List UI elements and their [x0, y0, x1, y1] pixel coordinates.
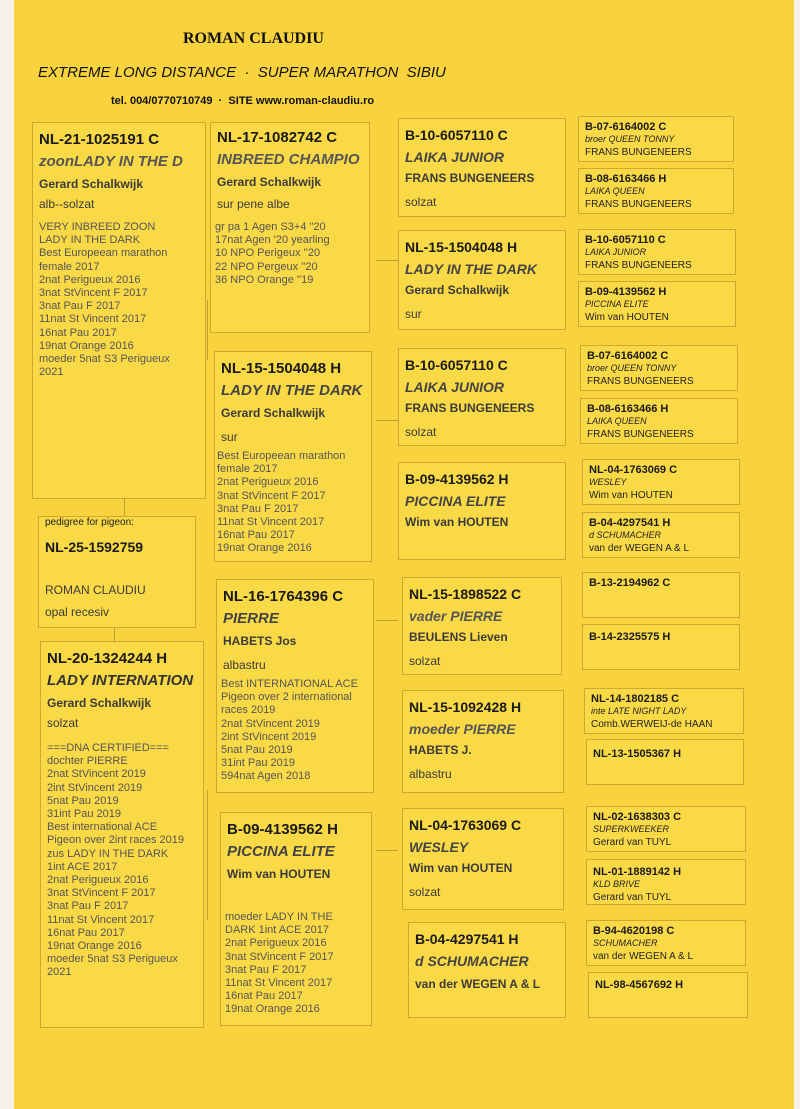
grandparent-notes — [225, 911, 334, 1017]
gen4-name: WESLEY — [589, 477, 627, 487]
sire-card — [32, 122, 206, 499]
grandparent-owner: Wim van HOUTEN — [227, 867, 331, 881]
gg-owner: HABETS J. — [409, 743, 472, 757]
note-line: 31int Pau 2019 — [47, 808, 122, 821]
gen4-card — [578, 281, 736, 327]
note-line: 31int Pau 2019 — [221, 757, 296, 770]
note-line: 2nat Perigueux 2016 — [39, 273, 141, 286]
note-line: 3nat Pau F 2017 — [217, 502, 299, 515]
great-grandparent-card — [398, 230, 566, 330]
pigeon-card — [38, 516, 196, 628]
grandparent-ring: NL-16-1764396 C — [223, 588, 344, 605]
great-grandparent-card — [408, 922, 566, 1018]
sire-color: alb--solzat — [39, 197, 95, 211]
great-grandparent-card — [398, 118, 566, 217]
gen4-card — [588, 972, 748, 1018]
gg-ring: NL-15-1898522 C — [409, 586, 522, 602]
connector-line — [376, 260, 398, 261]
gg-color: sur — [405, 307, 422, 321]
gen4-card — [578, 229, 736, 275]
grandparent-color: albastru — [223, 658, 266, 672]
gen4-owner: van der WEGEN A & L — [593, 951, 694, 962]
gen4-name: SUPERKWEEKER — [593, 824, 670, 834]
note-line: 11nat St Vincent 2017 — [47, 913, 155, 926]
note-line: 11nat St Vincent 2017 — [217, 516, 325, 529]
note-line: female 2017 — [217, 463, 278, 476]
connector-line — [124, 498, 125, 516]
grandparent-name: PICCINA ELITE — [227, 843, 335, 860]
gg-ring: B-09-4139562 H — [405, 471, 509, 487]
note-line: 2int StVincent 2019 — [221, 730, 317, 743]
gen4-ring: B-08-6163466 H — [587, 403, 669, 415]
gen4-ring: B-09-4139562 H — [585, 286, 667, 298]
gen4-name: d SCHUMACHER — [589, 530, 662, 540]
gen4-owner: FRANS BUNGENEERS — [585, 147, 692, 158]
contact-line: tel. 004/0770710749 · SITE www.roman-claudiu.ro — [111, 95, 375, 107]
note-line: 16nat Pau 2017 — [47, 926, 125, 939]
gg-name: vader PIERRE — [409, 608, 503, 624]
dam-notes — [47, 742, 184, 980]
note-line: 2021 — [47, 966, 72, 979]
gg-owner: FRANS BUNGENEERS — [405, 171, 535, 185]
great-grandparent-card — [398, 462, 566, 560]
note-line: 5nat Pau 2019 — [221, 744, 293, 757]
gg-owner: FRANS BUNGENEERS — [405, 401, 535, 415]
page-subtitle: EXTREME LONG DISTANCE · SUPER MARATHON SIBIU — [38, 64, 446, 81]
connector-line — [207, 300, 208, 360]
dam-owner: Gerard Schalkwijk — [47, 696, 152, 710]
gg-ring: B-10-6057110 C — [405, 127, 508, 143]
note-line: zus LADY IN THE DARK — [47, 847, 169, 860]
note-line: 19nat Orange 2016 — [225, 1003, 320, 1016]
pigeon-ring: NL-25-1592759 — [45, 539, 144, 555]
gen4-owner: FRANS BUNGENEERS — [587, 429, 694, 440]
grandparent-card — [210, 122, 370, 333]
gen4-ring: B-94-4620198 C — [593, 925, 675, 937]
gen4-card — [582, 624, 740, 670]
gg-color: solzat — [405, 425, 437, 439]
gen4-card — [582, 512, 740, 558]
connector-line — [376, 850, 398, 851]
gen4-card — [586, 920, 746, 966]
note-line: 3nat StVincent F 2017 — [39, 287, 148, 300]
note-line: 19nat Orange 2016 — [217, 542, 312, 555]
gen4-card — [586, 859, 746, 905]
note-line: 19nat Orange 2016 — [39, 339, 134, 352]
gen4-owner: Gerard van TUYL — [593, 892, 672, 903]
sire-name: zoonLADY IN THE D — [39, 153, 183, 170]
grandparent-notes — [217, 450, 345, 556]
note-line: Pigeon over 2 international — [221, 691, 352, 704]
dam-ring: NL-20-1324244 H — [47, 650, 168, 667]
note-line: 3nat Pau F 2017 — [225, 963, 307, 976]
gg-name: LAIKA JUNIOR — [405, 149, 505, 165]
note-line: 5nat Pau 2019 — [47, 794, 119, 807]
note-line: 594nat Agen 2018 — [221, 770, 311, 783]
grandparent-color: sur pene albe — [217, 197, 290, 211]
gen4-name: SCHUMACHER — [593, 938, 658, 948]
grandparent-notes — [215, 221, 330, 287]
note-line: 2nat StVincent 2019 — [221, 717, 320, 730]
gg-ring: NL-15-1092428 H — [409, 699, 522, 715]
gen4-name: LAIKA JUNIOR — [585, 247, 647, 257]
note-line: Pigeon over 2int races 2019 — [47, 834, 184, 847]
note-line: Best Europeean marathon — [39, 247, 168, 260]
gen4-ring: NL-13-1505367 H — [593, 748, 682, 760]
pedigree-sheet — [14, 0, 794, 1109]
note-line: moeder 5nat S3 Perigueux — [39, 353, 170, 366]
great-grandparent-card — [402, 808, 564, 910]
gen4-card — [580, 398, 738, 444]
gg-owner: Wim van HOUTEN — [409, 861, 513, 875]
connector-line — [376, 620, 398, 621]
gen4-ring: B-14-2325575 H — [589, 631, 671, 643]
connector-line — [376, 420, 398, 421]
grandparent-owner: Gerard Schalkwijk — [221, 406, 326, 420]
note-line: 17nat Agen '20 yearling — [215, 234, 330, 247]
gg-color: albastru — [409, 767, 452, 781]
gen4-card — [578, 116, 734, 162]
sire-ring: NL-21-1025191 C — [39, 131, 160, 148]
gg-name: moeder PIERRE — [409, 721, 516, 737]
gg-ring: NL-04-1763069 C — [409, 817, 522, 833]
gg-ring: NL-15-1504048 H — [405, 239, 518, 255]
gen4-card — [582, 459, 740, 505]
sire-notes — [39, 221, 170, 379]
note-line: 16nat Pau 2017 — [39, 326, 117, 339]
note-line: 3nat StVincent F 2017 — [225, 950, 334, 963]
note-line: Best INTERNATIONAL ACE — [221, 678, 358, 690]
gen4-name: PICCINA ELITE — [585, 299, 649, 309]
note-line: moeder 5nat S3 Perigueux — [47, 953, 178, 966]
gen4-ring: NL-02-1638303 C — [593, 811, 682, 823]
gg-name: d SCHUMACHER — [415, 953, 529, 969]
gen4-name: LAIKA QUEEN — [585, 186, 645, 196]
gen4-ring: B-13-2194962 C — [589, 577, 671, 589]
gen4-ring: B-04-4297541 H — [589, 517, 671, 529]
gen4-card — [582, 572, 740, 618]
great-grandparent-card — [398, 348, 566, 446]
note-line: 2int StVincent 2019 — [47, 781, 143, 794]
connector-line — [207, 790, 208, 920]
note-line: Best Europeean marathon — [217, 450, 346, 462]
gg-owner: Wim van HOUTEN — [405, 515, 509, 529]
gen4-ring: B-10-6057110 C — [585, 234, 666, 246]
gen4-ring: B-07-6164002 C — [585, 121, 667, 133]
dam-card — [40, 641, 204, 1028]
pigeon-owner: ROMAN CLAUDIU — [45, 583, 146, 597]
note-line: 2021 — [39, 366, 64, 379]
gen4-ring: NL-04-1763069 C — [589, 464, 678, 476]
page-title: ROMAN CLAUDIU — [183, 30, 324, 47]
gg-color: solzat — [409, 885, 441, 899]
great-grandparent-card — [402, 577, 562, 675]
gen4-ring: NL-98-4567692 H — [595, 979, 684, 991]
gen4-ring: NL-01-1889142 H — [593, 866, 682, 878]
gen4-owner: FRANS BUNGENEERS — [585, 199, 692, 210]
note-line: dochter PIERRE — [47, 755, 128, 768]
sire-owner: Gerard Schalkwijk — [39, 177, 144, 191]
gen4-card — [586, 806, 746, 852]
note-line: 10 NPO Perigeux ''20 — [215, 247, 321, 260]
gg-name: LADY IN THE DARK — [405, 261, 537, 277]
note-line: 2nat Perigueux 2016 — [47, 874, 149, 887]
gen4-owner: Wim van HOUTEN — [589, 490, 673, 501]
gg-ring: B-10-6057110 C — [405, 357, 508, 373]
note-line: 3nat StVincent F 2017 — [217, 489, 326, 502]
note-line: gr pa 1 Agen S3+4 "20 — [215, 221, 326, 233]
gen4-ring: NL-14-1802185 C — [591, 693, 680, 705]
gen4-card — [578, 168, 734, 214]
note-line: Best international ACE — [47, 821, 158, 834]
grandparent-color: sur — [221, 430, 238, 444]
grandparent-card — [214, 351, 372, 562]
gg-owner: Gerard Schalkwijk — [405, 283, 510, 297]
grandparent-notes — [221, 678, 358, 784]
note-line: 3nat StVincent F 2017 — [47, 887, 156, 900]
note-line: 16nat Pau 2017 — [217, 529, 295, 542]
grandparent-name: INBREED CHAMPIO — [217, 151, 360, 168]
grandparent-name: PIERRE — [223, 610, 279, 627]
note-line: 2nat StVincent 2019 — [47, 768, 146, 781]
note-line: female 2017 — [39, 260, 100, 273]
gg-name: WESLEY — [409, 839, 469, 855]
gen4-owner: FRANS BUNGENEERS — [585, 260, 692, 271]
grandparent-card — [216, 579, 374, 793]
dam-name: LADY INTERNATION — [47, 672, 194, 689]
grandparent-owner: Gerard Schalkwijk — [217, 175, 322, 189]
note-line: 1int ACE 2017 — [47, 860, 118, 873]
note-line: 22 NPO Pergeux ''20 — [215, 260, 318, 273]
note-line: 2nat Perigueux 2016 — [217, 476, 319, 489]
gen4-owner: FRANS BUNGENEERS — [587, 376, 694, 387]
gg-name: PICCINA ELITE — [405, 493, 506, 509]
dam-color: solzat — [47, 716, 79, 730]
gen4-name: KLD BRIVE — [593, 879, 641, 889]
note-line: 16nat Pau 2017 — [225, 990, 303, 1003]
gg-name: LAIKA JUNIOR — [405, 379, 505, 395]
gen4-name: broer QUEEN TONNY — [587, 363, 677, 373]
gen4-card — [580, 345, 738, 391]
connector-line — [114, 628, 115, 642]
gg-ring: B-04-4297541 H — [415, 931, 519, 947]
note-line: 3nat Pau F 2017 — [47, 900, 129, 913]
note-line: DARK 1int ACE 2017 — [225, 924, 329, 937]
gen4-name: LAIKA QUEEN — [587, 416, 647, 426]
gen4-owner: van der WEGEN A & L — [589, 543, 690, 554]
grandparent-ring: NL-15-1504048 H — [221, 360, 342, 377]
pigeon-color: opal recesiv — [45, 605, 110, 619]
gg-color: solzat — [405, 195, 437, 209]
note-line: ===DNA CERTIFIED=== — [47, 742, 170, 754]
gen4-name: broer QUEEN TONNY — [585, 134, 675, 144]
gg-owner: BEULENS Lieven — [409, 630, 508, 644]
grandparent-owner: HABETS Jos — [223, 634, 297, 648]
note-line: 2nat Perigueux 2016 — [225, 937, 327, 950]
gen4-card — [584, 688, 744, 734]
note-line: LADY IN THE DARK — [39, 234, 141, 247]
grandparent-ring: B-09-4139562 H — [227, 821, 338, 838]
great-grandparent-card — [402, 690, 564, 793]
grandparent-ring: NL-17-1082742 C — [217, 129, 338, 146]
gen4-owner: Gerard van TUYL — [593, 837, 672, 848]
note-line: moeder LADY IN THE — [225, 911, 333, 923]
pigeon-caption: pedigree for pigeon: — [45, 517, 134, 528]
note-line: races 2019 — [221, 704, 276, 717]
grandparent-name: LADY IN THE DARK — [221, 382, 363, 399]
note-line: 11nat St Vincent 2017 — [225, 977, 333, 990]
gen4-owner: Wim van HOUTEN — [585, 312, 669, 323]
grandparent-card — [220, 812, 372, 1026]
note-line: 36 NPO Orange ''19 — [215, 273, 314, 286]
gen4-card — [586, 739, 744, 785]
note-line: 11nat St Vincent 2017 — [39, 313, 147, 326]
gen4-ring: B-07-6164002 C — [587, 350, 669, 362]
gg-color: solzat — [409, 654, 441, 668]
gen4-ring: B-08-6163466 H — [585, 173, 667, 185]
gen4-name: inte LATE NIGHT LADY — [591, 706, 687, 716]
gen4-owner: Comb.WERWEIJ-de HAAN — [591, 719, 713, 730]
note-line: 3nat Pau F 2017 — [39, 300, 121, 313]
gg-owner: van der WEGEN A & L — [415, 977, 541, 991]
note-line: VERY INBREED ZOON — [39, 221, 156, 233]
note-line: 19nat Orange 2016 — [47, 940, 142, 953]
